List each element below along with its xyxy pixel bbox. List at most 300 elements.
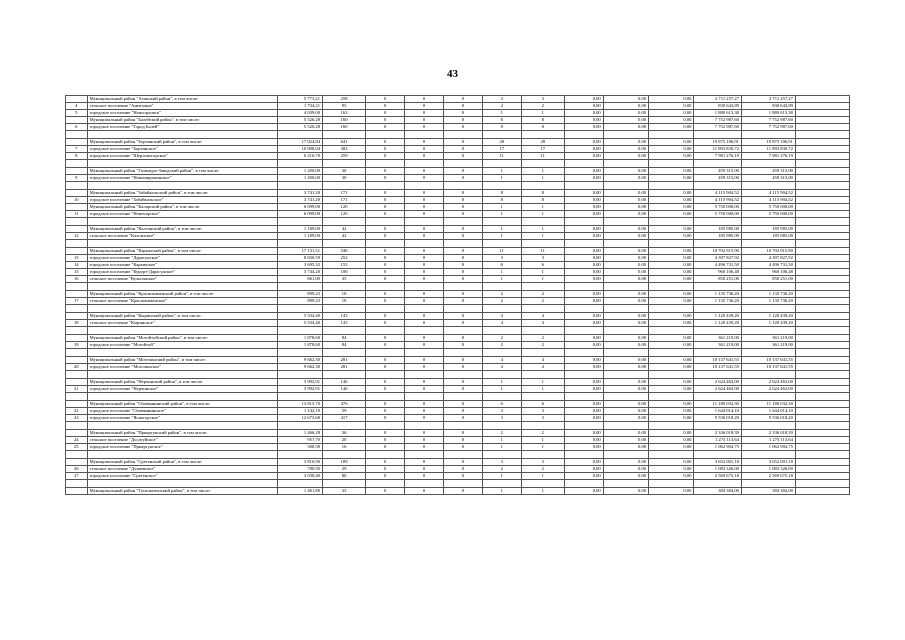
empty-cell <box>277 349 322 357</box>
row-number-cell: 12 <box>66 233 88 240</box>
empty-cell <box>322 480 365 488</box>
empty-cell <box>87 480 277 488</box>
value-cell: 960 106,48 <box>694 269 742 276</box>
value-cell: 171 <box>322 190 365 197</box>
empty-cell <box>443 371 482 379</box>
empty-cell <box>694 240 742 248</box>
empty-cell <box>649 422 694 430</box>
empty-cell <box>795 190 849 197</box>
value-cell: 160 <box>322 124 365 131</box>
value-cell: 0,00 <box>564 255 603 262</box>
value-cell: 899,23 <box>277 298 322 305</box>
value-cell: 0 <box>443 466 482 473</box>
value-cell: 7 981 276,19 <box>741 153 795 160</box>
value-cell: 8 <box>521 117 564 124</box>
settlement-name-cell: Муниципальный район "Балейский район", в том числе: <box>87 117 277 124</box>
empty-cell <box>521 371 564 379</box>
empty-cell <box>322 305 365 313</box>
empty-cell <box>603 283 648 291</box>
value-cell: 0 <box>405 233 444 240</box>
table-row <box>66 298 850 305</box>
empty-cell <box>564 451 603 459</box>
value-cell: 8 <box>482 117 521 124</box>
value-cell: 0,00 <box>603 175 648 182</box>
row-number-cell: 14 <box>66 262 88 269</box>
value-cell: 0 <box>405 96 444 103</box>
empty-cell <box>795 401 849 408</box>
value-cell: 4 397 827,92 <box>741 255 795 262</box>
value-cell: 0 <box>366 168 405 175</box>
value-cell: 2 <box>482 103 521 110</box>
empty-cell <box>443 283 482 291</box>
value-cell: 2 <box>521 466 564 473</box>
value-cell: 0,00 <box>649 175 694 182</box>
empty-cell <box>322 160 365 168</box>
row-number-cell: 7 <box>66 146 88 153</box>
value-cell: 0,00 <box>564 124 603 131</box>
value-cell: 10 137 641,55 <box>694 364 742 371</box>
value-cell: 4 496 731,50 <box>694 262 742 269</box>
value-cell: 0,00 <box>603 320 648 327</box>
value-cell: 1 189,00 <box>277 233 322 240</box>
value-cell: 0 <box>405 248 444 255</box>
value-cell: 3 <box>521 408 564 415</box>
value-cell: 0 <box>405 313 444 320</box>
value-cell: 3 <box>482 415 521 422</box>
value-cell: 1 200,00 <box>277 175 322 182</box>
value-cell: 36 <box>322 430 365 437</box>
value-cell: 0,00 <box>603 117 648 124</box>
value-cell: 0,00 <box>603 364 648 371</box>
empty-cell <box>405 451 444 459</box>
value-cell: 2 <box>521 298 564 305</box>
value-cell: 258 <box>322 96 365 103</box>
empty-cell <box>443 327 482 335</box>
empty-cell <box>603 422 648 430</box>
empty-cell <box>649 451 694 459</box>
spacer-row <box>66 451 850 459</box>
settlement-name-cell: городское поселение "Новоширокинское" <box>87 175 277 182</box>
empty-cell <box>741 182 795 190</box>
empty-cell <box>649 480 694 488</box>
value-cell: 0,00 <box>603 168 648 175</box>
empty-cell <box>322 240 365 248</box>
empty-cell <box>741 240 795 248</box>
empty-cell <box>741 218 795 226</box>
row-number-cell: 21 <box>66 386 88 393</box>
data-table <box>65 95 850 495</box>
value-cell: 30 <box>322 168 365 175</box>
value-cell: 960 106,48 <box>741 269 795 276</box>
value-cell: 8 <box>482 190 521 197</box>
empty-cell <box>366 160 405 168</box>
value-cell: 3 <box>521 255 564 262</box>
empty-cell <box>366 327 405 335</box>
value-cell: 0 <box>443 103 482 110</box>
settlement-name-cell: городское поселение "Могойтуй" <box>87 342 277 349</box>
value-cell: 0,00 <box>564 379 603 386</box>
value-cell: 0 <box>443 379 482 386</box>
table-row <box>66 124 850 131</box>
value-cell: 0,00 <box>564 437 603 444</box>
value-cell: 1 <box>482 379 521 386</box>
empty-cell <box>87 327 277 335</box>
value-cell: 0,00 <box>603 466 648 473</box>
value-cell: 0 <box>443 276 482 283</box>
empty-cell <box>694 283 742 291</box>
value-cell: 185 985,00 <box>694 226 742 233</box>
value-cell: 146 <box>322 379 365 386</box>
value-cell: 1 466,28 <box>277 430 322 437</box>
empty-cell <box>795 393 849 401</box>
value-cell: 0,00 <box>649 103 694 110</box>
settlement-name-cell: городское поселение "Дарасунское" <box>87 255 277 262</box>
empty-cell <box>322 327 365 335</box>
table-row <box>66 364 850 371</box>
value-cell: 1 135 736,20 <box>741 291 795 298</box>
value-cell: 4 <box>482 357 521 364</box>
empty-cell <box>564 218 603 226</box>
empty-cell <box>795 415 849 422</box>
value-cell: 0 <box>366 401 405 408</box>
empty-cell <box>564 240 603 248</box>
empty-cell <box>795 451 849 459</box>
value-cell: 7 752 987,60 <box>694 124 742 131</box>
empty-cell <box>603 240 648 248</box>
value-cell: 0,00 <box>603 459 648 466</box>
value-cell: 0 <box>366 226 405 233</box>
value-cell: 0,00 <box>603 110 648 117</box>
empty-cell <box>795 379 849 386</box>
value-cell: 1 <box>521 211 564 218</box>
empty-cell <box>795 320 849 327</box>
value-cell: 1 <box>482 204 521 211</box>
value-cell: 9 662,30 <box>277 364 322 371</box>
value-cell: 0 <box>405 459 444 466</box>
empty-cell <box>521 218 564 226</box>
value-cell: 1 120 439,20 <box>741 320 795 327</box>
empty-cell <box>564 422 603 430</box>
empty-cell <box>564 371 603 379</box>
empty-cell <box>649 240 694 248</box>
value-cell: 0 <box>443 364 482 371</box>
row-number-cell: 22 <box>66 408 88 415</box>
value-cell: 8 <box>521 197 564 204</box>
value-cell: 957,70 <box>277 437 322 444</box>
value-cell: 1 135 736,20 <box>694 298 742 305</box>
empty-cell <box>795 349 849 357</box>
value-cell: 17 131,51 <box>277 248 322 255</box>
value-cell: 0 <box>366 233 405 240</box>
value-cell: 641 <box>322 139 365 146</box>
value-cell: 0 <box>405 473 444 480</box>
value-cell: 1 461,80 <box>277 488 322 495</box>
value-cell: 0,00 <box>649 335 694 342</box>
value-cell: 1 273 113,64 <box>694 437 742 444</box>
settlement-name-cell: Муниципальный район "Калганский район", в том числе: <box>87 226 277 233</box>
value-cell: 0,00 <box>603 430 648 437</box>
value-cell: 3 741,20 <box>277 197 322 204</box>
value-cell: 0,00 <box>564 357 603 364</box>
value-cell: 0 <box>443 335 482 342</box>
table-row <box>66 444 850 451</box>
settlement-name-cell: городское поселение "Шерловогорское" <box>87 153 277 160</box>
empty-cell <box>66 305 88 313</box>
empty-cell <box>482 480 521 488</box>
value-cell: 0,00 <box>649 139 694 146</box>
value-cell: 6 <box>482 401 521 408</box>
empty-cell <box>795 408 849 415</box>
spacer-row <box>66 422 850 430</box>
row-number-cell: 23 <box>66 415 88 422</box>
empty-cell <box>405 327 444 335</box>
settlement-name-cell: сельское поселение "Кульгинское" <box>87 276 277 283</box>
value-cell: 0,00 <box>564 320 603 327</box>
empty-cell <box>443 480 482 488</box>
value-cell: 0 <box>366 488 405 495</box>
empty-cell <box>521 182 564 190</box>
empty-cell <box>322 422 365 430</box>
value-cell: 2 624 463,00 <box>741 386 795 393</box>
value-cell: 11 <box>521 248 564 255</box>
value-cell: 106 <box>322 269 365 276</box>
value-cell: 0,00 <box>564 401 603 408</box>
empty-cell <box>66 131 88 139</box>
row-number-cell: 27 <box>66 473 88 480</box>
table-row <box>66 110 850 117</box>
value-cell: 3 741,20 <box>277 190 322 197</box>
value-cell: 4 <box>482 313 521 320</box>
settlement-name-cell: Муниципальный район "Могойтуйский район", в том числе: <box>87 335 277 342</box>
row-number-cell <box>66 459 88 466</box>
settlement-name-cell: городское поселение "Приаргунское" <box>87 444 277 451</box>
row-number-cell: 11 <box>66 211 88 218</box>
value-cell: 185 985,00 <box>741 233 795 240</box>
empty-cell <box>795 262 849 269</box>
table-row <box>66 226 850 233</box>
value-cell: 0 <box>443 269 482 276</box>
empty-cell <box>694 349 742 357</box>
value-cell: 153 <box>322 262 365 269</box>
value-cell: 2 624 463,00 <box>694 386 742 393</box>
empty-cell <box>482 283 521 291</box>
value-cell: 3 810,90 <box>277 459 322 466</box>
value-cell: 0,00 <box>603 488 648 495</box>
empty-cell <box>795 473 849 480</box>
empty-cell <box>795 175 849 182</box>
table-row <box>66 190 850 197</box>
value-cell: 1 644 014,10 <box>741 408 795 415</box>
value-cell: 0 <box>405 190 444 197</box>
settlement-name-cell: Муниципальный район "Кыринский район", в том числе: <box>87 313 277 320</box>
value-cell: 0 <box>366 320 405 327</box>
value-cell: 0,00 <box>603 386 648 393</box>
value-cell: 2 <box>482 430 521 437</box>
table-row <box>66 379 850 386</box>
value-cell: 4 496 731,50 <box>741 262 795 269</box>
empty-cell <box>443 422 482 430</box>
value-cell: 17 024,84 <box>277 139 322 146</box>
value-cell: 0,00 <box>603 153 648 160</box>
value-cell: 0,00 <box>564 430 603 437</box>
value-cell: 1 <box>521 110 564 117</box>
table-row <box>66 233 850 240</box>
table-row <box>66 466 850 473</box>
value-cell: 0,00 <box>649 320 694 327</box>
empty-cell <box>521 393 564 401</box>
value-cell: 1 <box>482 175 521 182</box>
value-cell: 0,00 <box>603 255 648 262</box>
empty-cell <box>795 182 849 190</box>
empty-cell <box>366 451 405 459</box>
value-cell: 17 <box>482 146 521 153</box>
value-cell: 8 <box>482 124 521 131</box>
table-row <box>66 168 850 175</box>
empty-cell <box>795 357 849 364</box>
value-cell: 2 569 675,18 <box>694 473 742 480</box>
empty-cell <box>277 327 322 335</box>
value-cell: 4 115 904,52 <box>694 197 742 204</box>
settlement-name-cell: Муниципальный район "Тунгокоченский район", в том числе: <box>87 488 277 495</box>
value-cell: 4 <box>521 313 564 320</box>
row-number-cell <box>66 139 88 146</box>
value-cell: 3 744,20 <box>277 269 322 276</box>
value-cell: 11 <box>482 153 521 160</box>
empty-cell <box>795 218 849 226</box>
row-number-cell: 5 <box>66 110 88 117</box>
value-cell: 35 <box>322 276 365 283</box>
empty-cell <box>482 240 521 248</box>
value-cell: 0,00 <box>564 386 603 393</box>
value-cell: 1 <box>482 444 521 451</box>
value-cell: 0,00 <box>649 276 694 283</box>
value-cell: 0 <box>405 408 444 415</box>
value-cell: 0 <box>443 488 482 495</box>
empty-cell <box>649 131 694 139</box>
value-cell: 28 <box>482 139 521 146</box>
empty-cell <box>795 430 849 437</box>
empty-cell <box>277 371 322 379</box>
row-number-cell <box>66 357 88 364</box>
value-cell: 0,00 <box>649 110 694 117</box>
empty-cell <box>741 305 795 313</box>
value-cell: 4 <box>482 320 521 327</box>
value-cell: 11 <box>521 153 564 160</box>
value-cell: 0,00 <box>603 226 648 233</box>
empty-cell <box>521 480 564 488</box>
value-cell: 0,00 <box>649 153 694 160</box>
row-number-cell <box>66 379 88 386</box>
value-cell: 476 <box>322 401 365 408</box>
value-cell: 0,00 <box>603 211 648 218</box>
table-row <box>66 211 850 218</box>
value-cell: 2 711 257,27 <box>694 96 742 103</box>
row-number-cell: 18 <box>66 320 88 327</box>
value-cell: 4 039,00 <box>277 110 322 117</box>
value-cell: 252 <box>322 255 365 262</box>
value-cell: 3 992,91 <box>277 379 322 386</box>
value-cell: 0 <box>405 110 444 117</box>
empty-cell <box>405 160 444 168</box>
value-cell: 0 <box>443 248 482 255</box>
empty-cell <box>795 197 849 204</box>
empty-cell <box>649 305 694 313</box>
value-cell: 3 <box>521 415 564 422</box>
empty-cell <box>322 393 365 401</box>
spacer-row <box>66 218 850 226</box>
settlement-name-cell: Муниципальный район "Борзинский район", в том числе: <box>87 139 277 146</box>
value-cell: 0 <box>405 342 444 349</box>
value-cell: 1 <box>482 437 521 444</box>
empty-cell <box>366 305 405 313</box>
value-cell: 1 135 736,20 <box>741 298 795 305</box>
row-number-cell: 24 <box>66 437 88 444</box>
value-cell: 0,00 <box>649 459 694 466</box>
value-cell: 0,00 <box>564 269 603 276</box>
value-cell: 120 <box>322 211 365 218</box>
value-cell: 4 115 904,52 <box>694 190 742 197</box>
value-cell: 0 <box>366 291 405 298</box>
value-cell: 0,00 <box>649 262 694 269</box>
settlement-name-cell: городское поселение "Борзинское" <box>87 146 277 153</box>
empty-cell <box>277 283 322 291</box>
value-cell: 0 <box>366 459 405 466</box>
value-cell: 7 981 276,19 <box>694 153 742 160</box>
value-cell: 0 <box>366 175 405 182</box>
value-cell: 0,00 <box>649 415 694 422</box>
settlement-name-cell: Муниципальный район "Сретенский район", в том числе: <box>87 459 277 466</box>
table-row <box>66 117 850 124</box>
empty-cell <box>405 422 444 430</box>
value-cell: 0 <box>405 357 444 364</box>
empty-cell <box>87 451 277 459</box>
value-cell: 0,00 <box>649 379 694 386</box>
empty-cell <box>795 248 849 255</box>
value-cell: 0,00 <box>649 386 694 393</box>
value-cell: 0 <box>405 146 444 153</box>
value-cell: 0 <box>405 117 444 124</box>
value-cell: 0 <box>366 364 405 371</box>
value-cell: 0,00 <box>564 226 603 233</box>
table-row <box>66 269 850 276</box>
value-cell: 459 315,00 <box>694 175 742 182</box>
value-cell: 0,00 <box>564 466 603 473</box>
empty-cell <box>405 371 444 379</box>
row-number-cell: 13 <box>66 255 88 262</box>
value-cell: 95 <box>322 103 365 110</box>
value-cell: 0,00 <box>564 190 603 197</box>
table-row <box>66 488 850 495</box>
value-cell: 0 <box>405 276 444 283</box>
value-cell: 35 <box>322 488 365 495</box>
value-cell: 2 <box>482 466 521 473</box>
value-cell: 0 <box>405 291 444 298</box>
row-number-cell <box>66 430 88 437</box>
value-cell: 0 <box>405 364 444 371</box>
table-row <box>66 408 850 415</box>
value-cell: 10 702 915,90 <box>741 248 795 255</box>
value-cell: 0 <box>443 386 482 393</box>
empty-cell <box>366 240 405 248</box>
table-row <box>66 335 850 342</box>
value-cell: 0,00 <box>564 103 603 110</box>
value-cell: 0 <box>366 415 405 422</box>
empty-cell <box>366 422 405 430</box>
value-cell: 0,00 <box>603 379 648 386</box>
spacer-row <box>66 160 850 168</box>
value-cell: 361 219,00 <box>741 335 795 342</box>
value-cell: 6 <box>521 401 564 408</box>
